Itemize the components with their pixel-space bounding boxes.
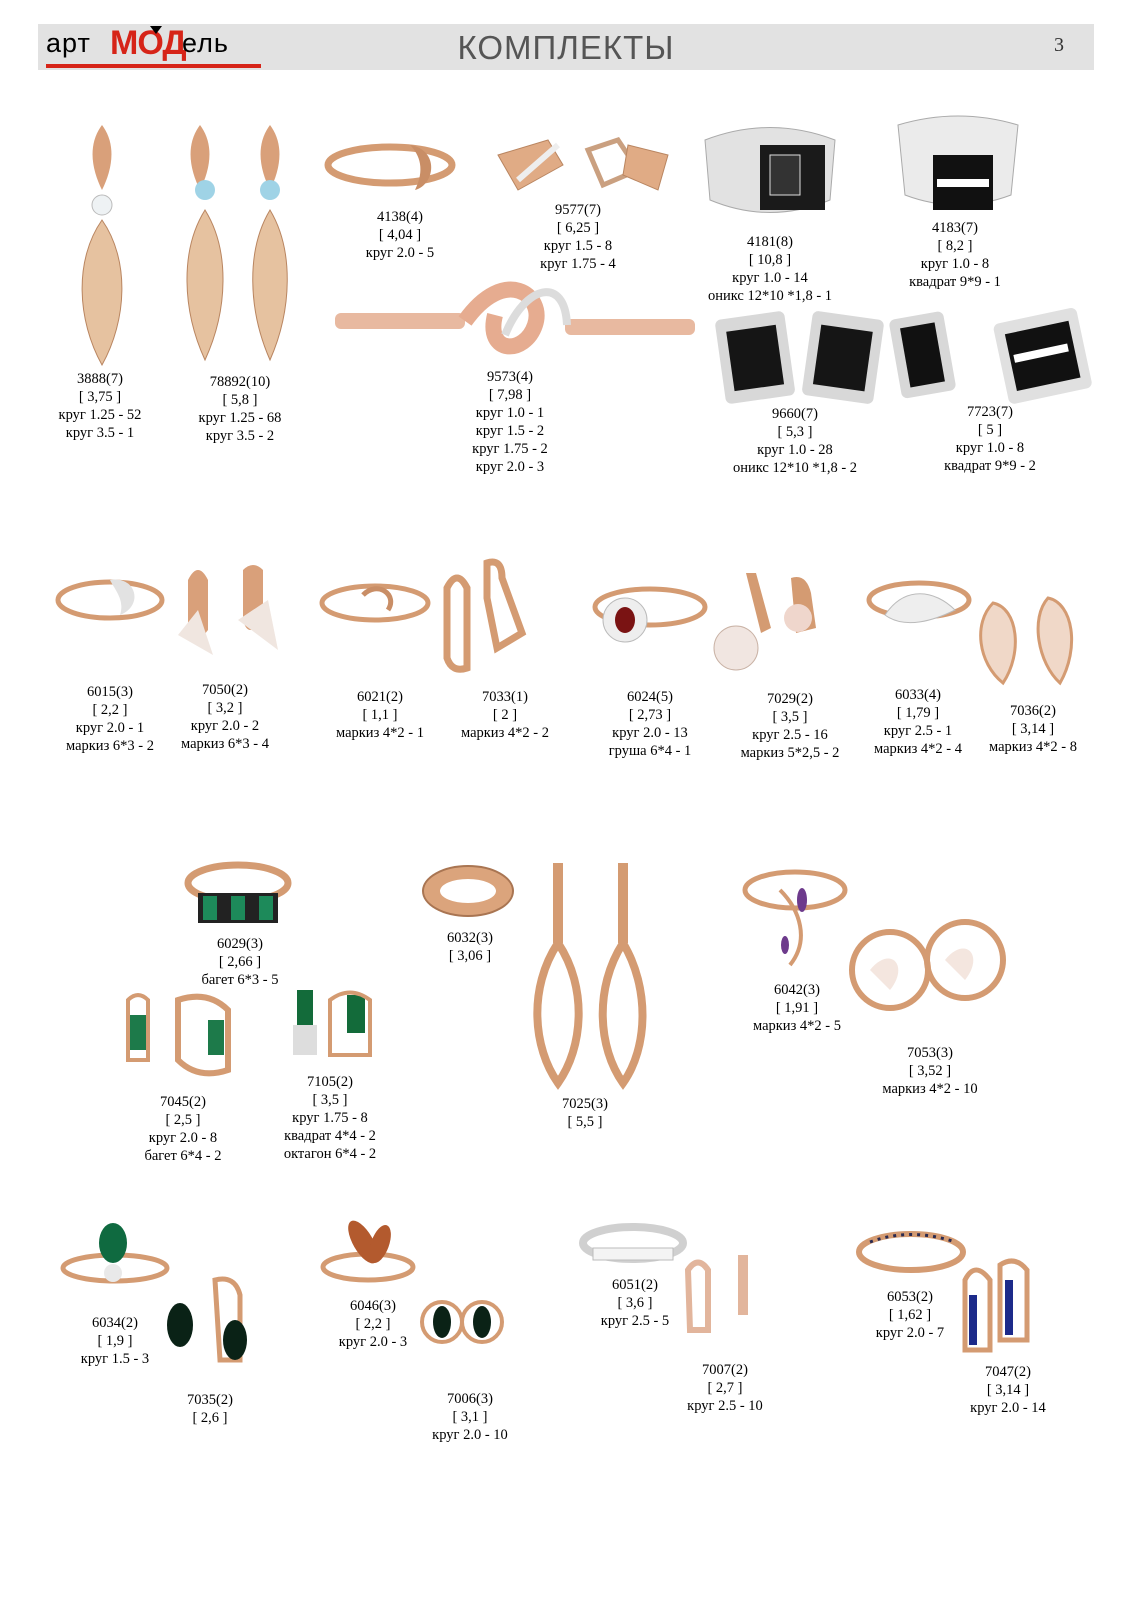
product-caption-6034: [60, 1314, 170, 1368]
product-image-7006: [420, 1280, 505, 1365]
product-code: 9573(4): [487, 369, 533, 385]
product-spec-line: круг 2.0 - 10: [432, 1427, 508, 1443]
product-spec-line: круг 1.0 - 8: [920, 256, 990, 272]
product-caption-7029: [725, 690, 855, 762]
product-caption-6029: [180, 935, 300, 989]
product-image-7029: [706, 568, 826, 688]
product-image-7033: [432, 558, 532, 678]
product-image-6024: [590, 575, 710, 650]
product-caption-9577: [523, 201, 633, 273]
product-code: 7045(2): [160, 1094, 206, 1110]
product-code: 4183(7): [932, 220, 978, 236]
product-image-7723: [890, 305, 1090, 405]
page-title: КОМПЛЕКТЫ: [457, 29, 675, 66]
product-spec-line: [ 3,14 ]: [986, 1382, 1030, 1398]
product-spec-line: круг 2.0 - 14: [970, 1400, 1046, 1416]
product-spec-line: круг 1.5 - 3: [80, 1351, 150, 1367]
product-image-6051: [578, 1218, 688, 1273]
product-caption-6032: [415, 929, 525, 965]
product-spec-line: квадрат 9*9 - 2: [944, 458, 1036, 474]
product-spec-line: [ 10,8 ]: [748, 252, 792, 268]
product-spec-line: маркиз 4*2 - 8: [989, 739, 1077, 755]
product-spec-line: маркиз 4*2 - 10: [882, 1081, 978, 1097]
product-spec-line: багет 6*3 - 5: [201, 972, 279, 988]
product-code: 9660(7): [772, 406, 818, 422]
product-spec-line: [ 2,66 ]: [218, 954, 262, 970]
product-caption-7050: [170, 681, 280, 753]
product-image-6021: [318, 575, 433, 630]
product-image-6029: [183, 858, 293, 928]
product-spec-line: [ 5,8 ]: [222, 392, 258, 408]
product-caption-6046: [318, 1297, 428, 1351]
product-image-78892: [170, 120, 300, 370]
product-spec-line: маркиз 6*3 - 2: [66, 738, 154, 754]
product-caption-7006: [410, 1390, 530, 1444]
product-spec-line: [ 2,6 ]: [192, 1410, 228, 1426]
product-code: 6032(3): [447, 930, 493, 946]
product-spec-line: круг 2.5 - 1: [883, 723, 953, 739]
product-code: 6033(4): [895, 687, 941, 703]
product-spec-line: круг 2.0 - 2: [190, 718, 260, 734]
product-spec-line: круг 2.0 - 3: [475, 459, 545, 475]
product-image-6034: [58, 1218, 173, 1293]
product-spec-line: круг 2.5 - 16: [752, 727, 828, 743]
product-spec-line: круг 3.5 - 1: [65, 425, 135, 441]
product-spec-line: [ 5 ]: [977, 422, 1003, 438]
product-code: 6024(5): [627, 689, 673, 705]
product-image-9573: [335, 275, 695, 365]
product-image-9577: [488, 125, 673, 200]
product-spec-line: маркиз 5*2,5 - 2: [740, 745, 840, 761]
product-caption-6015: [55, 683, 165, 755]
product-caption-6053: [855, 1288, 965, 1342]
product-spec-line: маркиз 4*2 - 4: [874, 741, 962, 757]
product-code: 6029(3): [217, 936, 263, 952]
product-spec-line: круг 1.25 - 52: [58, 407, 142, 423]
product-caption-4138: [345, 208, 455, 262]
product-image-6033: [865, 575, 973, 645]
product-code: 3888(7): [77, 371, 123, 387]
product-caption-6033: [863, 686, 973, 758]
product-caption-7007: [665, 1361, 785, 1415]
product-spec-line: оникс 12*10 *1,8 - 2: [732, 460, 858, 476]
product-image-6015: [55, 570, 170, 630]
product-code: 7050(2): [202, 682, 248, 698]
product-spec-line: круг 1.0 - 8: [955, 440, 1025, 456]
product-caption-7035: [155, 1391, 265, 1427]
product-image-7045: [118, 990, 243, 1085]
product-spec-line: багет 6*4 - 2: [144, 1148, 222, 1164]
product-code: 6034(2): [92, 1315, 138, 1331]
product-spec-line: [ 3,5 ]: [772, 709, 808, 725]
product-code: 7007(2): [702, 1362, 748, 1378]
product-caption-6051: [580, 1276, 690, 1330]
product-code: 7033(1): [482, 689, 528, 705]
product-code: 6046(3): [350, 1298, 396, 1314]
product-image-4183: [893, 115, 1023, 215]
product-code: 7006(3): [447, 1391, 493, 1407]
product-caption-9660: [720, 405, 870, 477]
product-spec-line: круг 1.75 - 2: [472, 441, 548, 457]
product-spec-line: [ 1,62 ]: [888, 1307, 932, 1323]
product-spec-line: оникс 12*10 *1,8 - 1: [707, 288, 833, 304]
product-image-6053: [855, 1222, 967, 1277]
product-spec-line: [ 8,2 ]: [937, 238, 973, 254]
product-image-7025: [518, 858, 660, 1088]
product-caption-7033: [450, 688, 560, 742]
product-code: 6021(2): [357, 689, 403, 705]
product-spec-line: круг 1.25 - 68: [198, 410, 282, 426]
product-code: 78892(10): [209, 374, 271, 390]
product-spec-line: маркиз 4*2 - 2: [461, 725, 549, 741]
product-caption-6024: [595, 688, 705, 760]
page-header: [38, 24, 1094, 70]
product-image-6042: [740, 860, 850, 970]
product-spec-line: [ 2,7 ]: [707, 1380, 743, 1396]
product-code: 6042(3): [774, 982, 820, 998]
product-spec-line: круг 1.5 - 2: [475, 423, 545, 439]
product-spec-line: маркиз 4*2 - 1: [336, 725, 424, 741]
product-spec-line: круг 1.0 - 28: [757, 442, 833, 458]
product-spec-line: круг 2.0 - 7: [875, 1325, 945, 1341]
product-spec-line: квадрат 9*9 - 1: [909, 274, 1001, 290]
product-code: 7029(2): [767, 691, 813, 707]
product-spec-line: [ 2,5 ]: [165, 1112, 201, 1128]
product-spec-line: [ 3,1 ]: [452, 1409, 488, 1425]
product-spec-line: [ 2,2 ]: [355, 1316, 391, 1332]
product-caption-9573: [455, 368, 565, 476]
product-spec-line: [ 7,98 ]: [488, 387, 532, 403]
product-spec-line: [ 1,9 ]: [97, 1333, 133, 1349]
product-spec-line: круг 1.0 - 1: [475, 405, 545, 421]
product-code: 7105(2): [307, 1074, 353, 1090]
product-caption-7047: [948, 1363, 1068, 1417]
product-spec-line: круг 1.75 - 8: [292, 1110, 368, 1126]
product-spec-line: маркиз 4*2 - 5: [753, 1018, 841, 1034]
product-image-7047: [955, 1255, 1035, 1360]
product-caption-7025: [530, 1095, 640, 1131]
product-spec-line: [ 3,14 ]: [1011, 721, 1055, 737]
product-code: 6015(3): [87, 684, 133, 700]
product-image-7036: [968, 593, 1086, 698]
product-spec-line: [ 2,73 ]: [628, 707, 672, 723]
product-spec-line: квадрат 4*4 - 2: [284, 1128, 376, 1144]
product-spec-line: [ 1,79 ]: [896, 705, 940, 721]
product-spec-line: [ 3,52 ]: [908, 1063, 952, 1079]
page-number: 3: [1054, 34, 1064, 56]
product-spec-line: круг 1.75 - 4: [540, 256, 616, 272]
product-spec-line: круг 1.0 - 14: [732, 270, 808, 286]
product-caption-3888: [50, 370, 150, 442]
product-code: 7025(3): [562, 1096, 608, 1112]
product-image-7105: [285, 985, 385, 1065]
product-spec-line: [ 6,25 ]: [556, 220, 600, 236]
product-spec-line: [ 3,75 ]: [78, 389, 122, 405]
product-caption-7105: [270, 1073, 390, 1163]
product-image-7053: [845, 910, 1010, 1015]
product-code: 7035(2): [187, 1392, 233, 1408]
product-image-7035: [160, 1270, 255, 1380]
product-code: 7723(7): [967, 404, 1013, 420]
product-image-4138: [325, 130, 460, 200]
product-spec-line: октагон 6*4 - 2: [283, 1146, 377, 1162]
product-image-4181: [700, 120, 840, 230]
product-caption-7053: [870, 1044, 990, 1098]
product-spec-line: [ 2 ]: [492, 707, 518, 723]
product-code: 4181(8): [747, 234, 793, 250]
product-image-6046: [318, 1212, 418, 1287]
product-code: 6053(2): [887, 1289, 933, 1305]
product-spec-line: круг 2.5 - 5: [600, 1313, 670, 1329]
product-spec-line: [ 3,06 ]: [448, 948, 492, 964]
product-spec-line: [ 5,3 ]: [777, 424, 813, 440]
product-image-6032: [418, 860, 518, 922]
product-caption-7045: [128, 1093, 238, 1165]
product-spec-line: [ 3,2 ]: [207, 700, 243, 716]
product-caption-7036: [978, 702, 1088, 756]
product-caption-6042: [742, 981, 852, 1035]
product-spec-line: [ 5,5 ]: [567, 1114, 603, 1130]
product-code: 6051(2): [612, 1277, 658, 1293]
product-spec-line: [ 3,5 ]: [312, 1092, 348, 1108]
product-spec-line: груша 6*4 - 1: [608, 743, 692, 759]
product-image-9660: [715, 310, 885, 405]
product-caption-78892: [190, 373, 290, 445]
product-caption-4181: [695, 233, 845, 305]
product-spec-line: круг 2.0 - 3: [338, 1334, 408, 1350]
product-caption-4183: [895, 219, 1015, 291]
product-spec-line: круг 2.0 - 8: [148, 1130, 218, 1146]
product-spec-line: круг 1.5 - 8: [543, 238, 613, 254]
product-spec-line: [ 3,6 ]: [617, 1295, 653, 1311]
product-spec-line: [ 1,91 ]: [775, 1000, 819, 1016]
product-caption-6021: [325, 688, 435, 742]
product-image-3888: [72, 120, 132, 370]
product-spec-line: круг 2.0 - 5: [365, 245, 435, 261]
product-spec-line: круг 2.5 - 10: [687, 1398, 763, 1414]
product-spec-line: [ 1,1 ]: [362, 707, 398, 723]
product-code: 4138(4): [377, 209, 423, 225]
product-image-7050: [168, 560, 286, 670]
product-spec-line: маркиз 6*3 - 4: [181, 736, 269, 752]
product-code: 7053(3): [907, 1045, 953, 1061]
product-spec-line: круг 2.0 - 1: [75, 720, 145, 736]
product-code: 9577(7): [555, 202, 601, 218]
artmodel-logo: арт МОД ель: [42, 26, 267, 70]
product-code: 7036(2): [1010, 703, 1056, 719]
product-code: 7047(2): [985, 1364, 1031, 1380]
product-caption-7723: [930, 403, 1050, 475]
product-spec-line: круг 2.0 - 13: [612, 725, 688, 741]
product-spec-line: [ 4,04 ]: [378, 227, 422, 243]
product-spec-line: [ 2,2 ]: [92, 702, 128, 718]
product-spec-line: круг 3.5 - 2: [205, 428, 275, 444]
